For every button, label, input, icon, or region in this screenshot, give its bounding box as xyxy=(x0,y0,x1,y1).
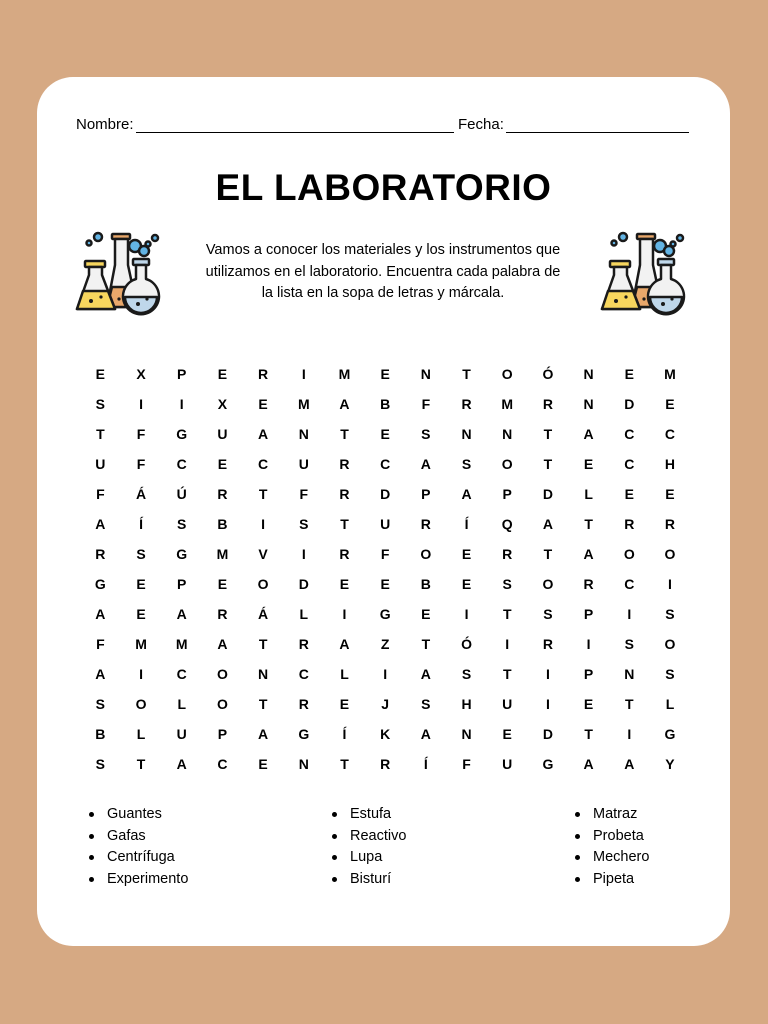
grid-letter[interactable]: T xyxy=(543,546,553,562)
grid-letter[interactable]: I xyxy=(139,396,143,412)
grid-letter[interactable]: F xyxy=(136,456,146,472)
grid-letter[interactable]: N xyxy=(583,366,594,382)
word-column-2 xyxy=(330,804,406,890)
grid-letter[interactable]: E xyxy=(217,456,228,472)
word-item: Experimento xyxy=(87,869,188,891)
grid-letter[interactable]: A xyxy=(176,756,187,772)
grid-letter[interactable]: E xyxy=(624,486,634,502)
grid-letter[interactable]: N xyxy=(298,426,309,442)
grid-letter[interactable]: P xyxy=(177,576,187,592)
grid-letter[interactable]: A xyxy=(624,756,635,772)
grid-letter[interactable]: U xyxy=(502,696,513,712)
grid-letter[interactable]: B xyxy=(420,576,431,592)
grid-letter[interactable]: S xyxy=(461,456,472,472)
grid-letter[interactable]: G xyxy=(664,726,676,742)
grid-letter[interactable]: F xyxy=(421,396,431,412)
grid-letter[interactable]: A xyxy=(258,726,269,742)
grid-letter[interactable]: A xyxy=(461,486,472,502)
grid-letter[interactable]: R xyxy=(624,516,635,532)
grid-letter[interactable]: A xyxy=(420,666,431,682)
word-search-grid xyxy=(80,359,690,779)
grid-letter[interactable]: R xyxy=(339,456,350,472)
grid-letter[interactable]: Y xyxy=(665,756,675,772)
grid-letter[interactable]: N xyxy=(624,666,635,682)
grid-letter[interactable]: O xyxy=(257,576,269,592)
grid-letter[interactable]: C xyxy=(258,456,269,472)
grid-letter[interactable]: R xyxy=(339,546,350,562)
grid-letter[interactable]: R xyxy=(95,546,106,562)
word-column-1 xyxy=(87,804,188,890)
grid-letter[interactable]: S xyxy=(95,396,106,412)
grid-letter[interactable]: E xyxy=(380,366,390,382)
grid-letter[interactable]: T xyxy=(258,486,268,502)
grid-letter[interactable]: M xyxy=(216,546,229,562)
header-fields xyxy=(76,116,692,138)
grid-letter[interactable]: I xyxy=(545,666,550,682)
grid-letter[interactable]: Ó xyxy=(461,636,472,652)
grid-letter[interactable]: B xyxy=(217,516,228,532)
grid-letter[interactable]: A xyxy=(583,756,594,772)
grid-letter[interactable]: I xyxy=(545,696,550,712)
grid-letter[interactable]: P xyxy=(583,666,594,682)
grid-letter[interactable]: C xyxy=(217,756,228,772)
grid-letter[interactable]: R xyxy=(217,606,228,622)
grid-letter[interactable]: T xyxy=(340,516,349,532)
grid-letter[interactable]: C xyxy=(624,456,635,472)
grid-letter[interactable]: N xyxy=(502,426,513,442)
grid-letter[interactable]: S xyxy=(95,756,106,772)
grid-letter[interactable]: I xyxy=(627,606,632,622)
grid-letter[interactable]: K xyxy=(380,726,391,742)
grid-letter[interactable]: B xyxy=(95,726,106,742)
grid-letter[interactable]: E xyxy=(258,756,268,772)
grid-letter[interactable]: T xyxy=(502,666,512,682)
grid-letter[interactable]: I xyxy=(139,666,143,682)
grid-letter[interactable]: I xyxy=(179,396,184,412)
grid-letter[interactable]: I xyxy=(464,606,469,622)
grid-letter[interactable]: C xyxy=(624,426,635,442)
intro-text: Vamos a conocer los materiales y los instrumentos que utilizamos en el laboratorio. Encuentra cada palabra de la lista en la sopa de letras y márcala. xyxy=(205,242,561,301)
grid-letter[interactable]: G xyxy=(176,546,188,562)
grid-letter[interactable]: X xyxy=(217,396,228,412)
grid-letter[interactable]: C xyxy=(176,666,187,682)
grid-letter[interactable]: D xyxy=(624,396,635,412)
grid-letter[interactable]: R xyxy=(339,486,350,502)
date-field[interactable] xyxy=(458,116,689,133)
grid-letter[interactable]: O xyxy=(664,546,676,562)
grid-letter[interactable]: E xyxy=(217,366,228,382)
grid-letter[interactable]: Í xyxy=(464,516,469,532)
grid-letter[interactable]: A xyxy=(420,456,431,472)
grid-letter[interactable]: X xyxy=(136,366,146,382)
grid-letter[interactable]: S xyxy=(461,666,472,682)
grid-letter[interactable]: L xyxy=(136,726,146,742)
grid-letter[interactable]: T xyxy=(136,756,146,772)
grid-letter[interactable]: E xyxy=(583,696,594,712)
grid-letter[interactable]: S xyxy=(421,696,431,712)
grid-letter[interactable]: E xyxy=(258,396,268,412)
grid-letter[interactable]: I xyxy=(301,366,306,382)
word-item: Estufa xyxy=(330,804,406,826)
grid-letter[interactable]: A xyxy=(420,726,431,742)
grid-letter[interactable]: B xyxy=(380,396,391,412)
grid-letter[interactable]: S xyxy=(624,636,634,652)
grid-letter[interactable]: Í xyxy=(423,756,428,772)
grid-letter[interactable]: A xyxy=(176,606,187,622)
grid-letter[interactable]: E xyxy=(380,426,390,442)
grid-letter[interactable]: O xyxy=(542,576,554,592)
grid-letter[interactable]: G xyxy=(542,756,554,772)
word-item: Gafas xyxy=(87,826,188,848)
grid-letter[interactable]: I xyxy=(383,666,388,682)
grid-letter[interactable]: V xyxy=(258,546,268,562)
grid-letter[interactable]: O xyxy=(664,636,676,652)
grid-letter[interactable]: M xyxy=(297,396,310,412)
date-label: Fecha: xyxy=(458,116,504,133)
grid-letter[interactable]: U xyxy=(217,426,228,442)
grid-letter[interactable]: N xyxy=(420,366,431,382)
grid-letter[interactable]: T xyxy=(462,366,471,382)
grid-letter[interactable]: T xyxy=(340,756,349,772)
grid-letter[interactable]: I xyxy=(627,726,632,742)
word-item: Guantes xyxy=(87,804,188,826)
grid-letter[interactable]: N xyxy=(298,756,309,772)
grid-letter[interactable]: R xyxy=(664,516,676,532)
grid-letter[interactable]: P xyxy=(583,606,594,622)
word-item: Matraz xyxy=(573,804,649,826)
grid-letter[interactable]: E xyxy=(624,366,634,382)
grid-letter[interactable]: G xyxy=(176,426,188,442)
grid-letter[interactable]: A xyxy=(95,606,106,622)
grid-letter[interactable]: E xyxy=(217,576,228,592)
grid-letter[interactable]: R xyxy=(542,396,553,412)
grid-letter[interactable]: S xyxy=(502,576,512,592)
grid-letter[interactable]: S xyxy=(177,516,187,532)
grid-letter[interactable]: P xyxy=(177,366,187,382)
name-underline[interactable] xyxy=(136,116,454,133)
grid-letter[interactable]: D xyxy=(298,576,309,592)
grid-letter[interactable]: F xyxy=(380,546,390,562)
grid-letter[interactable]: N xyxy=(461,726,472,742)
grid-letter[interactable]: I xyxy=(505,636,510,652)
grid-letter[interactable]: E xyxy=(380,576,390,592)
grid-letter[interactable]: O xyxy=(420,546,432,562)
grid-letter[interactable]: F xyxy=(96,636,105,652)
word-item: Pipeta xyxy=(573,869,649,891)
grid-letter[interactable]: E xyxy=(461,546,472,562)
grid-letter[interactable]: P xyxy=(421,486,431,502)
grid-letter[interactable]: L xyxy=(665,696,675,712)
grid-letter[interactable]: F xyxy=(96,486,105,502)
grid-letter[interactable]: G xyxy=(298,726,310,742)
word-item: Bisturí xyxy=(330,869,406,891)
grid-letter[interactable]: C xyxy=(624,576,635,592)
grid-letter[interactable]: U xyxy=(298,456,309,472)
grid-letter[interactable]: A xyxy=(339,636,350,652)
grid-letter[interactable]: E xyxy=(665,396,675,412)
grid-letter[interactable]: N xyxy=(461,426,472,442)
grid-letter[interactable]: N xyxy=(583,396,594,412)
lab-flasks-icon xyxy=(600,231,690,321)
grid-letter[interactable]: H xyxy=(664,456,676,472)
grid-letter[interactable]: M xyxy=(175,636,188,652)
grid-letter[interactable]: F xyxy=(299,486,309,502)
grid-letter[interactable]: C xyxy=(664,426,676,442)
grid-letter[interactable]: R xyxy=(542,636,553,652)
grid-letter[interactable]: A xyxy=(583,426,594,442)
grid-letter[interactable]: U xyxy=(95,456,106,472)
grid-letter[interactable]: E xyxy=(339,576,350,592)
grid-letter[interactable]: T xyxy=(258,636,268,652)
grid-letter[interactable]: E xyxy=(95,366,106,382)
grid-letter[interactable]: L xyxy=(299,606,309,622)
grid-letter[interactable]: D xyxy=(380,486,391,502)
grid-letter[interactable]: E xyxy=(461,576,472,592)
name-field[interactable] xyxy=(76,116,454,133)
grid-letter[interactable]: C xyxy=(298,666,309,682)
grid-letter[interactable]: I xyxy=(668,576,672,592)
grid-letter[interactable]: T xyxy=(258,696,268,712)
word-item: Reactivo xyxy=(330,826,406,848)
grid-letter[interactable]: O xyxy=(501,366,513,382)
grid-letter[interactable]: T xyxy=(502,606,512,622)
grid-letter[interactable]: M xyxy=(664,366,676,382)
grid-letter[interactable]: H xyxy=(461,696,472,712)
grid-letter[interactable]: D xyxy=(542,486,553,502)
grid-letter[interactable]: A xyxy=(542,516,553,532)
grid-letter[interactable]: Á xyxy=(258,606,269,622)
grid-letter[interactable]: Í xyxy=(342,726,347,742)
grid-letter[interactable]: R xyxy=(298,696,309,712)
grid-letter[interactable]: E xyxy=(136,576,146,592)
lab-flasks-icon xyxy=(75,231,165,321)
grid-letter[interactable]: I xyxy=(342,606,347,622)
grid-letter[interactable]: I xyxy=(261,516,266,532)
grid-letter[interactable]: M xyxy=(135,636,147,652)
grid-letter[interactable]: A xyxy=(258,426,269,442)
grid-letter[interactable]: U xyxy=(380,516,391,532)
grid-letter[interactable]: R xyxy=(217,486,228,502)
grid-letter[interactable]: T xyxy=(543,426,553,442)
grid-letter[interactable]: G xyxy=(379,606,391,622)
grid-letter[interactable]: L xyxy=(340,666,349,682)
worksheet-card xyxy=(37,77,730,946)
grid-letter[interactable]: C xyxy=(176,456,187,472)
word-item: Lupa xyxy=(330,847,406,869)
page-title: EL LABORATORIO xyxy=(215,167,552,208)
grid-letter[interactable]: T xyxy=(421,636,431,652)
grid-letter[interactable]: T xyxy=(584,516,593,532)
grid-letter[interactable]: O xyxy=(135,696,147,712)
word-list xyxy=(87,804,707,894)
grid-letter[interactable]: O xyxy=(216,696,228,712)
grid-letter[interactable]: F xyxy=(136,426,146,442)
grid-letter[interactable]: S xyxy=(665,606,675,622)
grid-letter[interactable]: Z xyxy=(380,636,390,652)
word-item: Centrífuga xyxy=(87,847,188,869)
grid-letter[interactable]: O xyxy=(501,456,513,472)
word-item: Mechero xyxy=(573,847,649,869)
grid-letter[interactable]: T xyxy=(96,426,105,442)
grid-letter[interactable]: M xyxy=(501,396,514,412)
grid-letter[interactable]: E xyxy=(502,726,512,742)
grid-letter[interactable]: M xyxy=(338,366,351,382)
date-underline[interactable] xyxy=(506,116,689,133)
grid-letter[interactable]: R xyxy=(420,516,431,532)
grid-letter[interactable]: N xyxy=(258,666,269,682)
word-column-3 xyxy=(573,804,649,890)
grid-letter[interactable]: Q xyxy=(501,516,513,532)
grid-letter[interactable]: L xyxy=(177,696,186,712)
word-item: Probeta xyxy=(573,826,649,848)
grid-letter[interactable]: U xyxy=(176,726,187,742)
grid-letter[interactable]: R xyxy=(380,756,391,772)
grid-letter[interactable]: O xyxy=(216,666,228,682)
grid-letter[interactable]: S xyxy=(136,546,146,562)
grid-letter[interactable]: I xyxy=(586,636,591,652)
grid-letter[interactable]: Í xyxy=(139,516,143,532)
grid-letter[interactable]: S xyxy=(299,516,309,532)
grid-letter[interactable]: S xyxy=(95,696,106,712)
grid-letter[interactable]: R xyxy=(583,576,594,592)
grid-letter[interactable]: S xyxy=(421,426,431,442)
grid-letter[interactable]: P xyxy=(217,726,228,742)
grid-letter[interactable]: A xyxy=(339,396,350,412)
grid-letter[interactable]: A xyxy=(583,546,594,562)
grid-letter[interactable]: E xyxy=(421,606,431,622)
grid-letter[interactable]: F xyxy=(462,756,471,772)
grid-letter[interactable]: T xyxy=(340,426,349,442)
grid-letter[interactable]: R xyxy=(298,636,309,652)
grid-letter[interactable]: G xyxy=(94,576,106,592)
grid-letter[interactable]: E xyxy=(583,456,594,472)
grid-letter[interactable]: A xyxy=(217,636,228,652)
grid-letter[interactable]: E xyxy=(665,486,675,502)
grid-letter[interactable]: U xyxy=(502,756,513,772)
grid-letter[interactable]: R xyxy=(461,396,472,412)
grid-letter[interactable]: Ú xyxy=(176,486,187,502)
grid-letter[interactable]: T xyxy=(625,696,634,712)
grid-letter[interactable]: Ó xyxy=(542,366,554,382)
grid-letter[interactable]: Á xyxy=(135,486,147,502)
grid-letter[interactable]: C xyxy=(380,456,391,472)
grid-letter[interactable]: A xyxy=(95,516,106,532)
grid-letter[interactable]: O xyxy=(623,546,635,562)
grid-letter[interactable]: J xyxy=(381,696,390,712)
grid-letter[interactable]: E xyxy=(136,606,146,622)
grid-letter[interactable]: A xyxy=(95,666,106,682)
grid-letter[interactable]: E xyxy=(339,696,350,712)
grid-letter[interactable]: R xyxy=(258,366,269,382)
grid-letter[interactable]: D xyxy=(542,726,553,742)
grid-letter[interactable]: P xyxy=(502,486,512,502)
grid-letter[interactable]: L xyxy=(584,486,593,502)
grid-letter[interactable]: R xyxy=(502,546,513,562)
name-label: Nombre: xyxy=(76,116,134,133)
grid-letter[interactable]: S xyxy=(543,606,553,622)
grid-letter[interactable]: S xyxy=(665,666,675,682)
grid-letter[interactable]: T xyxy=(584,726,593,742)
grid-letter[interactable]: T xyxy=(543,456,553,472)
grid-letter[interactable]: I xyxy=(301,546,306,562)
